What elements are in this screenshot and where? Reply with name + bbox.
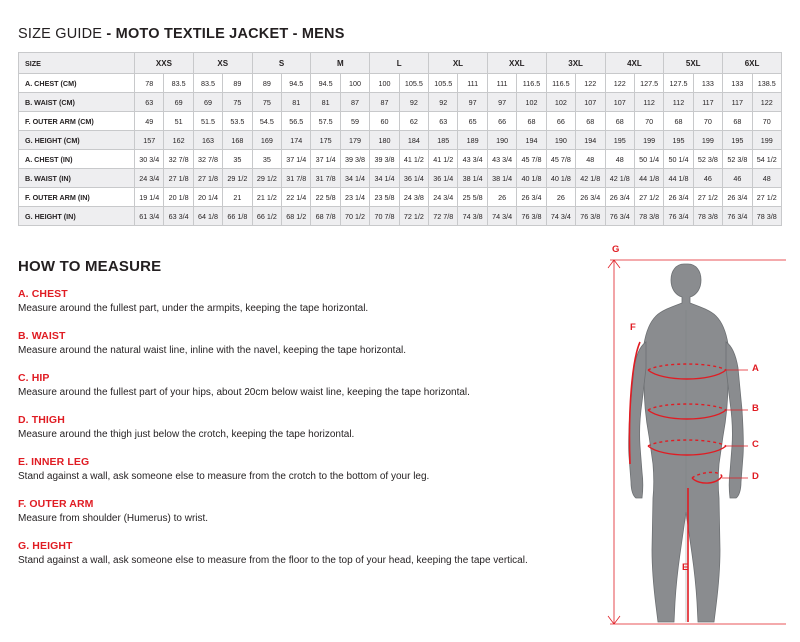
size-table-header-xs: XS xyxy=(193,53,252,74)
size-table-row-label: F. OUTER ARM (CM) xyxy=(19,112,135,131)
size-table-cell: 112 xyxy=(634,93,663,112)
size-table-cell: 105.5 xyxy=(429,74,458,93)
size-table-cell: 163 xyxy=(193,131,222,150)
size-table-cell: 21 1/2 xyxy=(252,188,281,207)
size-table-cell: 68 7/8 xyxy=(311,207,340,226)
figure-marker-g: G xyxy=(612,244,620,255)
size-table-cell: 68 xyxy=(664,112,693,131)
size-table-cell: 34 1/4 xyxy=(340,169,369,188)
size-table-cell: 116.5 xyxy=(546,74,575,93)
size-table-cell: 70 xyxy=(634,112,663,131)
size-table-row-label: F. OUTER ARM (IN) xyxy=(19,188,135,207)
size-table-cell: 27 1/8 xyxy=(164,169,193,188)
size-table-cell: 127.5 xyxy=(634,74,663,93)
size-table-cell: 51 xyxy=(164,112,193,131)
size-table-cell: 68 xyxy=(723,112,752,131)
size-table-row-label: A. CHEST (CM) xyxy=(19,74,135,93)
size-table-head xyxy=(19,53,782,74)
size-table-cell: 38 1/4 xyxy=(487,169,516,188)
figure-marker-c: C xyxy=(752,439,759,450)
measure-item-text: Measure from shoulder (Humerus) to wrist. xyxy=(18,513,209,524)
size-table-cell: 185 xyxy=(429,131,458,150)
size-table-header-xxl: XXL xyxy=(487,53,546,74)
table-row xyxy=(19,169,782,188)
size-table-cell: 31 7/8 xyxy=(282,169,311,188)
size-table-cell: 26 xyxy=(546,188,575,207)
table-row xyxy=(19,131,782,150)
size-table-cell: 46 xyxy=(693,169,722,188)
measure-item-text: Stand against a wall, ask someone else to measure from the floor to the top of your head, keeping the tape vertical. xyxy=(18,555,528,566)
size-table-cell: 133 xyxy=(723,74,752,93)
size-table-cell: 32 7/8 xyxy=(164,150,193,169)
size-table-cell: 83.5 xyxy=(164,74,193,93)
measure-item-heading: D. THIGH xyxy=(18,414,65,426)
size-table-cell: 36 1/4 xyxy=(399,169,428,188)
table-row xyxy=(19,112,782,131)
size-table-cell: 180 xyxy=(370,131,399,150)
size-table-cell: 66 xyxy=(487,112,516,131)
measure-item xyxy=(18,288,598,316)
size-table-cell: 39 3/8 xyxy=(370,150,399,169)
measure-item-text: Stand against a wall, ask someone else to measure from the crotch to the bottom of your leg. xyxy=(18,471,430,482)
measure-item-heading: E. INNER LEG xyxy=(18,456,90,468)
size-table-cell: 100 xyxy=(340,74,369,93)
size-table-cell: 44 1/8 xyxy=(664,169,693,188)
size-table-cell: 68 xyxy=(605,112,634,131)
page-title xyxy=(18,26,345,42)
size-table-cell: 169 xyxy=(252,131,281,150)
size-table-cell: 51.5 xyxy=(193,112,222,131)
size-table-cell: 50 1/4 xyxy=(664,150,693,169)
size-table-cell: 92 xyxy=(429,93,458,112)
size-table-cell: 54.5 xyxy=(252,112,281,131)
size-table-cell: 29 1/2 xyxy=(252,169,281,188)
size-table-cell: 45 7/8 xyxy=(546,150,575,169)
measure-item xyxy=(18,498,598,526)
size-table-cell: 65 xyxy=(458,112,487,131)
size-table-cell: 87 xyxy=(340,93,369,112)
size-table-cell: 74 3/8 xyxy=(458,207,487,226)
size-table-cell: 81 xyxy=(282,93,311,112)
size-table-cell: 26 xyxy=(487,188,516,207)
size-table-cell: 94.5 xyxy=(282,74,311,93)
measure-item-text: Measure around the fullest part, under the armpits, keeping the tape horizontal. xyxy=(18,303,369,314)
size-table-cell: 57.5 xyxy=(311,112,340,131)
figure-marker-e: E xyxy=(682,562,689,573)
size-table-cell: 189 xyxy=(458,131,487,150)
size-table-cell: 175 xyxy=(311,131,340,150)
size-table-cell: 23 1/4 xyxy=(340,188,369,207)
size-table-cell: 43 3/4 xyxy=(458,150,487,169)
size-table-cell: 54 1/2 xyxy=(752,150,781,169)
size-table-cell: 168 xyxy=(223,131,252,150)
size-table-cell: 184 xyxy=(399,131,428,150)
size-table-cell: 27 1/2 xyxy=(693,188,722,207)
page-title-main: - MOTO TEXTILE JACKET - MENS xyxy=(106,26,345,42)
size-table-cell: 68 1/2 xyxy=(282,207,311,226)
size-table-cell: 63 3/4 xyxy=(164,207,193,226)
size-table-row-label: B. WAIST (IN) xyxy=(19,169,135,188)
size-table-cell: 43 3/4 xyxy=(487,150,516,169)
size-table-cell: 36 1/4 xyxy=(429,169,458,188)
size-table-cell: 89 xyxy=(252,74,281,93)
size-table-cell: 133 xyxy=(693,74,722,93)
table-row xyxy=(19,150,782,169)
size-table-cell: 66 1/8 xyxy=(223,207,252,226)
size-table-cell: 27 1/2 xyxy=(752,188,781,207)
size-table-cell: 60 xyxy=(370,112,399,131)
size-table-cell: 50 1/4 xyxy=(634,150,663,169)
size-table-cell: 111 xyxy=(487,74,516,93)
size-table-cell: 42 1/8 xyxy=(576,169,605,188)
size-table-cell: 62 xyxy=(399,112,428,131)
size-table-cell: 27 1/8 xyxy=(193,169,222,188)
size-table-cell: 48 xyxy=(605,150,634,169)
mannequin-diagram xyxy=(596,250,792,632)
size-table-cell: 92 xyxy=(399,93,428,112)
size-table-cell: 35 xyxy=(252,150,281,169)
size-table-cell: 66 xyxy=(546,112,575,131)
figure-marker-b: B xyxy=(752,403,759,414)
size-table-cell: 53.5 xyxy=(223,112,252,131)
page-title-prefix: SIZE GUIDE xyxy=(18,26,103,42)
size-table-cell: 195 xyxy=(723,131,752,150)
size-table-cell: 87 xyxy=(370,93,399,112)
size-table-cell: 83.5 xyxy=(193,74,222,93)
size-table-cell: 52 3/8 xyxy=(723,150,752,169)
size-table-cell: 111 xyxy=(458,74,487,93)
size-table-cell: 68 xyxy=(517,112,546,131)
size-table-cell: 72 7/8 xyxy=(429,207,458,226)
size-table-cell: 34 1/4 xyxy=(370,169,399,188)
size-table-cell: 63 xyxy=(135,93,164,112)
size-table-cell: 72 1/2 xyxy=(399,207,428,226)
size-table-cell: 41 1/2 xyxy=(429,150,458,169)
size-table-cell: 23 5/8 xyxy=(370,188,399,207)
size-table-cell: 24 3/4 xyxy=(135,169,164,188)
size-table-header-4xl: 4XL xyxy=(605,53,664,74)
table-row xyxy=(19,188,782,207)
size-table-header-l: L xyxy=(370,53,429,74)
size-table-cell: 40 1/8 xyxy=(546,169,575,188)
size-table-cell: 195 xyxy=(605,131,634,150)
size-table-cell: 190 xyxy=(487,131,516,150)
size-table-cell: 37 1/4 xyxy=(282,150,311,169)
size-table-cell: 31 7/8 xyxy=(311,169,340,188)
size-table-cell: 24 3/8 xyxy=(399,188,428,207)
figure-marker-f: F xyxy=(630,322,636,333)
size-table-cell: 21 xyxy=(223,188,252,207)
size-table-cell: 174 xyxy=(282,131,311,150)
measure-item xyxy=(18,456,598,484)
size-table-cell: 122 xyxy=(605,74,634,93)
size-table-cell: 75 xyxy=(223,93,252,112)
size-table-cell: 127.5 xyxy=(664,74,693,93)
size-table-cell: 76 3/4 xyxy=(723,207,752,226)
size-table-cell: 94.5 xyxy=(311,74,340,93)
size-table-cell: 194 xyxy=(517,131,546,150)
size-table-cell: 26 3/4 xyxy=(576,188,605,207)
size-table-cell: 97 xyxy=(487,93,516,112)
size-table-cell: 157 xyxy=(135,131,164,150)
size-table-cell: 78 3/8 xyxy=(634,207,663,226)
table-row xyxy=(19,74,782,93)
size-table-cell: 26 3/4 xyxy=(517,188,546,207)
size-table-cell: 69 xyxy=(193,93,222,112)
size-table-header-size: SIZE xyxy=(19,53,135,74)
figure-marker-a: A xyxy=(752,363,759,374)
size-table-header-6xl: 6XL xyxy=(723,53,782,74)
size-table-cell: 199 xyxy=(752,131,781,150)
size-table-cell: 29 1/2 xyxy=(223,169,252,188)
measure-item xyxy=(18,414,598,442)
size-table-cell: 76 3/8 xyxy=(576,207,605,226)
size-table-cell: 24 3/4 xyxy=(429,188,458,207)
size-table-cell: 74 3/4 xyxy=(487,207,516,226)
size-table-cell: 116.5 xyxy=(517,74,546,93)
size-table-cell: 46 xyxy=(723,169,752,188)
size-table-cell: 76 3/4 xyxy=(605,207,634,226)
measure-item-text: Measure around the thigh just below the crotch, keeping the tape horizontal. xyxy=(18,429,355,440)
measure-item-heading: B. WAIST xyxy=(18,330,66,342)
size-table-cell: 30 3/4 xyxy=(135,150,164,169)
size-table-cell: 26 3/4 xyxy=(723,188,752,207)
size-table xyxy=(18,52,782,226)
table-row xyxy=(19,207,782,226)
size-table-cell: 27 1/2 xyxy=(634,188,663,207)
size-table-cell: 37 1/4 xyxy=(311,150,340,169)
size-table-cell: 117 xyxy=(693,93,722,112)
size-table-cell: 20 1/8 xyxy=(164,188,193,207)
measure-item-heading: F. OUTER ARM xyxy=(18,498,94,510)
measure-item-text: Measure around the fullest part of your hips, about 20cm below waist line, keeping the tape horizontal. xyxy=(18,387,470,398)
size-table-cell: 35 xyxy=(223,150,252,169)
size-table-cell: 105.5 xyxy=(399,74,428,93)
size-table-cell: 81 xyxy=(311,93,340,112)
measure-item xyxy=(18,372,598,400)
size-table-cell: 195 xyxy=(664,131,693,150)
size-table-cell: 190 xyxy=(546,131,575,150)
size-table-cell: 89 xyxy=(223,74,252,93)
size-table-cell: 70 xyxy=(693,112,722,131)
size-table-header-xxs: XXS xyxy=(135,53,194,74)
measurement-figure xyxy=(596,244,792,632)
size-table-cell: 138.5 xyxy=(752,74,781,93)
measure-item xyxy=(18,330,598,358)
measure-item-heading: C. HIP xyxy=(18,372,50,384)
size-table-cell: 32 7/8 xyxy=(193,150,222,169)
size-table-cell: 194 xyxy=(576,131,605,150)
size-table-cell: 66 1/2 xyxy=(252,207,281,226)
size-table-cell: 49 xyxy=(135,112,164,131)
size-table-cell: 63 xyxy=(429,112,458,131)
size-table-cell: 61 3/4 xyxy=(135,207,164,226)
size-table-cell: 107 xyxy=(576,93,605,112)
size-table-cell: 42 1/8 xyxy=(605,169,634,188)
size-table-row-label: G. HEIGHT (CM) xyxy=(19,131,135,150)
size-table-cell: 74 3/4 xyxy=(546,207,575,226)
size-table-cell: 19 1/4 xyxy=(135,188,164,207)
size-table-header-m: M xyxy=(311,53,370,74)
size-table-row-label: A. CHEST (IN) xyxy=(19,150,135,169)
size-table-header-5xl: 5XL xyxy=(664,53,723,74)
size-table-cell: 22 1/4 xyxy=(282,188,311,207)
figure-marker-d: D xyxy=(752,471,759,482)
size-table-cell: 199 xyxy=(634,131,663,150)
size-table-cell: 78 3/8 xyxy=(693,207,722,226)
size-table-cell: 162 xyxy=(164,131,193,150)
size-table-cell: 70 7/8 xyxy=(370,207,399,226)
size-table-cell: 78 xyxy=(135,74,164,93)
size-table-cell: 68 xyxy=(576,112,605,131)
size-table-cell: 75 xyxy=(252,93,281,112)
size-table-cell: 199 xyxy=(693,131,722,150)
table-row xyxy=(19,93,782,112)
size-table-row-label: B. WAIST (CM) xyxy=(19,93,135,112)
size-table-cell: 48 xyxy=(752,169,781,188)
size-table-cell: 59 xyxy=(340,112,369,131)
size-table-cell: 44 1/8 xyxy=(634,169,663,188)
size-table-cell: 76 3/8 xyxy=(517,207,546,226)
size-table-header-row xyxy=(19,53,782,74)
size-table-cell: 69 xyxy=(164,93,193,112)
size-table-header-s: S xyxy=(252,53,311,74)
size-table-cell: 100 xyxy=(370,74,399,93)
size-table-header-3xl: 3XL xyxy=(546,53,605,74)
size-table-cell: 70 1/2 xyxy=(340,207,369,226)
size-table-cell: 52 3/8 xyxy=(693,150,722,169)
size-table-cell: 107 xyxy=(605,93,634,112)
size-table-cell: 179 xyxy=(340,131,369,150)
size-table-row-label: G. HEIGHT (IN) xyxy=(19,207,135,226)
measure-item-heading: A. CHEST xyxy=(18,288,68,300)
size-table-cell: 26 3/4 xyxy=(664,188,693,207)
size-table-cell: 122 xyxy=(752,93,781,112)
size-table-cell: 56.5 xyxy=(282,112,311,131)
size-table-cell: 48 xyxy=(576,150,605,169)
size-table-cell: 102 xyxy=(517,93,546,112)
how-to-measure-list xyxy=(18,288,598,582)
size-table-cell: 70 xyxy=(752,112,781,131)
size-table-cell: 45 7/8 xyxy=(517,150,546,169)
size-table-header-xl: XL xyxy=(429,53,488,74)
size-table-cell: 40 1/8 xyxy=(517,169,546,188)
size-table-body xyxy=(19,74,782,226)
size-table-cell: 20 1/4 xyxy=(193,188,222,207)
measure-item-heading: G. HEIGHT xyxy=(18,540,73,552)
size-table-cell: 112 xyxy=(664,93,693,112)
size-table-cell: 102 xyxy=(546,93,575,112)
size-table-cell: 25 5/8 xyxy=(458,188,487,207)
size-table-cell: 39 3/8 xyxy=(340,150,369,169)
size-table-cell: 41 1/2 xyxy=(399,150,428,169)
size-table-cell: 22 5/8 xyxy=(311,188,340,207)
size-table-cell: 64 1/8 xyxy=(193,207,222,226)
size-table-cell: 78 3/8 xyxy=(752,207,781,226)
size-table-cell: 26 3/4 xyxy=(605,188,634,207)
size-table-cell: 97 xyxy=(458,93,487,112)
size-table-cell: 38 1/4 xyxy=(458,169,487,188)
how-to-measure-heading: HOW TO MEASURE xyxy=(18,258,162,275)
measure-item-text: Measure around the natural waist line, inline with the navel, keeping the tape horizontal. xyxy=(18,345,407,356)
size-table-cell: 117 xyxy=(723,93,752,112)
measure-item xyxy=(18,540,598,568)
size-table-cell: 122 xyxy=(576,74,605,93)
size-table-cell: 76 3/4 xyxy=(664,207,693,226)
